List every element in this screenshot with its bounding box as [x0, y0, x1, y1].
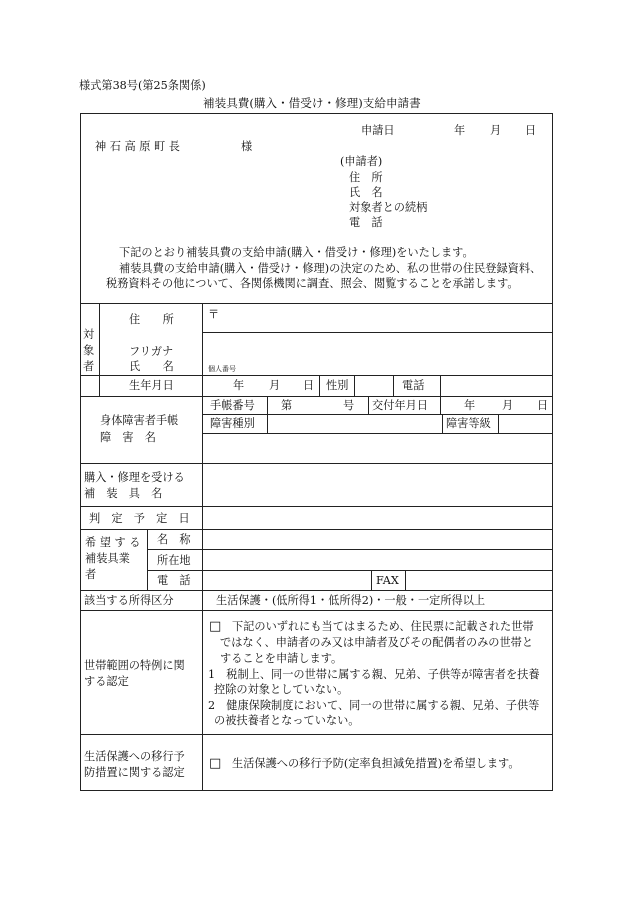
divider [405, 570, 406, 590]
applicant-label: (申請者) [340, 155, 383, 168]
number-suffix: 号 [343, 399, 355, 412]
welfare-label-2: 防措置に関する認定 [84, 766, 185, 779]
special-line-5: 控除の対象としていない。 [214, 683, 349, 696]
disability-type-label: 障害種別 [210, 417, 255, 430]
divider [80, 529, 552, 530]
vendor-label-1: 希 望 す る [85, 536, 141, 549]
date-year: 年 [454, 124, 466, 137]
divider [442, 414, 443, 433]
postal-mark: 〒 [208, 308, 220, 321]
disability-grade-label: 障害等級 [446, 417, 491, 430]
applicant-address-label: 住 所 [349, 171, 383, 184]
statement-line-1: 下記のとおり補装具費の支給申請(購入・借受け・修理)をいたします。 [119, 246, 474, 259]
birth-date-label: 生年月日 [129, 379, 174, 392]
divider [202, 433, 552, 434]
welfare-text: 生活保護への移行予防(定率負担減免措置)を希望します。 [232, 757, 520, 770]
divider [147, 529, 148, 590]
issue-month: 月 [502, 399, 514, 412]
birth-year: 年 [233, 379, 245, 392]
vendor-phone-label: 電 話 [157, 574, 191, 587]
special-line-1: 下記のいずれにも当てはまるため、住民票に記載された世帯 [232, 620, 534, 633]
issue-year: 年 [464, 399, 476, 412]
date-month: 月 [490, 124, 502, 137]
special-household-checkbox[interactable]: □ [209, 619, 222, 634]
divider [80, 375, 552, 376]
income-options: 生活保護・(低所得1・低所得2)・一般・一定所得以上 [216, 594, 486, 607]
personal-number-label: 個人番号 [208, 365, 236, 373]
special-line-2: ではなく、申請者のみ又は申請者及びその配偶者のみの世帯と [220, 636, 534, 649]
special-line-3: することを申請します。 [220, 652, 343, 665]
special-household-label-1: 世帯範囲の特例に関 [84, 659, 185, 672]
divider [80, 506, 552, 507]
vendor-name-label: 名 称 [157, 533, 191, 546]
statement-line-3: 税務資料その他について、各関係機関に調査、照会、閲覧することを承諾します。 [106, 277, 519, 290]
divider [80, 734, 552, 735]
handbook-number-label: 手帳番号 [210, 399, 255, 412]
divider [80, 463, 552, 464]
divider [202, 303, 203, 790]
statement-line-2: 補装具費の支給申請(購入・借受け・修理)の決定のため、私の世帯の住民登録資料、 [119, 262, 542, 275]
divider [319, 375, 320, 396]
applicant-name-label: 氏 名 [349, 186, 383, 199]
subject-phone-label: 電話 [402, 379, 425, 392]
birth-month: 月 [269, 379, 281, 392]
form-title: 補装具費(購入・借受け・修理)支給申請書 [203, 96, 421, 110]
number-prefix: 第 [281, 399, 293, 412]
divider [498, 414, 499, 433]
addressee-honorific: 様 [241, 140, 253, 153]
vendor-label-2: 補装具業 [85, 552, 130, 565]
applicant-phone-label: 電 話 [349, 216, 383, 229]
applicant-relation-label: 対象者との続柄 [349, 201, 428, 214]
divider [80, 396, 552, 397]
divider [393, 375, 394, 396]
handbook-label: 身体障害者手帳 [100, 414, 179, 427]
divider [99, 303, 100, 396]
income-category-label: 該当する所得区分 [84, 594, 174, 607]
subject-address-label: 住 所 [129, 313, 174, 326]
subject-section-label: 対象者 [83, 328, 95, 373]
divider [147, 549, 552, 550]
application-date-label: 申請日 [361, 124, 395, 137]
disability-name-label: 障 害 名 [100, 431, 156, 444]
furigana-label: フリガナ [129, 345, 174, 358]
divider [80, 610, 552, 611]
sex-label: 性別 [326, 379, 349, 392]
welfare-label-1: 生活保護への移行予 [84, 750, 185, 763]
divider [202, 332, 552, 333]
device-label: 購入・修理を受ける [84, 471, 185, 484]
welfare-checkbox[interactable]: □ [209, 756, 222, 771]
divider [80, 590, 552, 591]
vendor-label-3: 者 [85, 568, 97, 581]
form-number: 様式第38号(第25条関係) [79, 79, 206, 92]
subject-name-label: 氏 名 [129, 360, 174, 373]
special-line-7: の被扶養者となっていない。 [214, 714, 360, 727]
issue-day: 日 [537, 399, 549, 412]
divider [354, 375, 355, 396]
issue-date-label: 交付年月日 [372, 399, 428, 412]
device-name-label: 補 装 具 名 [84, 487, 163, 500]
divider [267, 396, 268, 433]
judgment-date-label: 判 定 予 定 日 [89, 512, 190, 525]
divider [147, 570, 552, 571]
vendor-location-label: 所在地 [157, 554, 191, 567]
special-line-6: 2 健康保険制度において、同一の世帯に属する親、兄弟、子供等 [208, 699, 540, 712]
addressee: 神 石 高 原 町 長 [95, 140, 180, 153]
divider [368, 396, 369, 414]
special-household-label-2: する認定 [84, 675, 129, 688]
special-line-4: 1 税制上、同一の世帯に属する親、兄弟、子供等が障害者を扶養 [208, 668, 540, 681]
divider [80, 303, 552, 304]
divider [202, 414, 552, 415]
divider [371, 570, 372, 590]
divider [440, 375, 441, 396]
birth-day: 日 [303, 379, 315, 392]
divider [440, 396, 441, 414]
vendor-fax-label: FAX [376, 574, 399, 587]
date-day: 日 [525, 124, 537, 137]
